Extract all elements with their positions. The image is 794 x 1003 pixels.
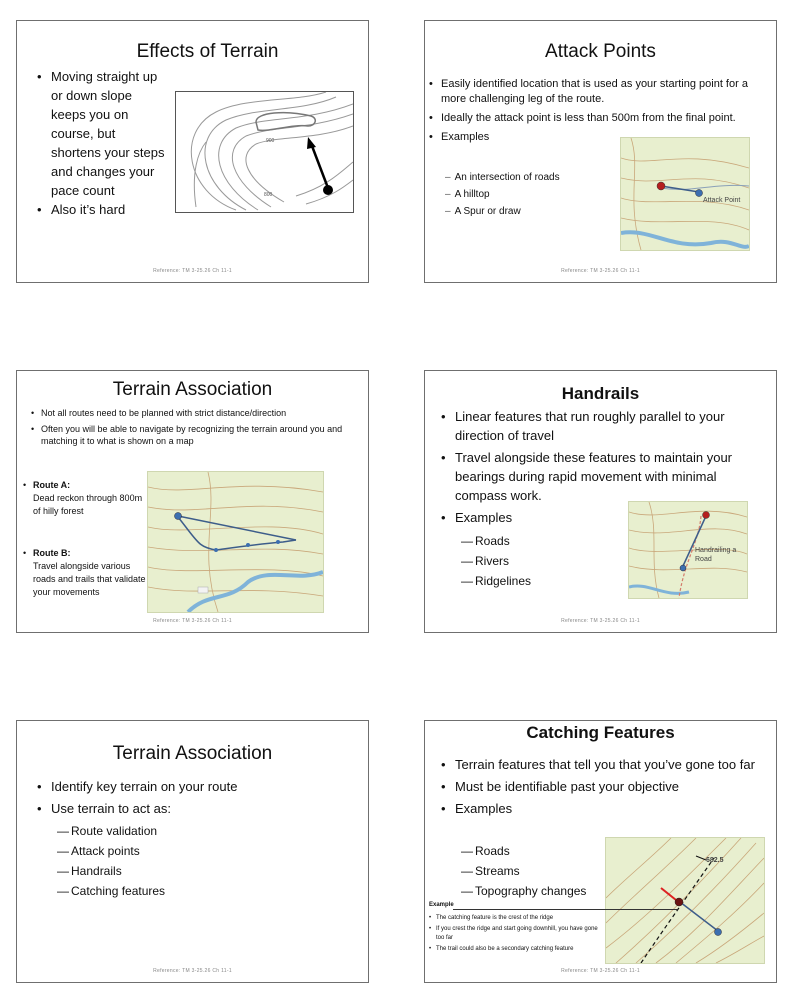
slide-handrails (424, 370, 777, 633)
sub-item: – A hilltop (445, 186, 560, 203)
topo-map-graphic (148, 472, 323, 612)
slide-effects-of-terrain (16, 20, 369, 283)
bullet-item: • Must be identifiable past your objective (439, 777, 759, 796)
slide-title: Catching Features (526, 723, 675, 742)
sub-item: — Roads (461, 841, 586, 861)
topo-map (620, 137, 750, 251)
sub-item: — Catching features (57, 881, 165, 901)
slide-terrain-association-uses (16, 720, 369, 983)
sub-item: — Roads (461, 531, 531, 551)
sub-item: — Streams (461, 861, 586, 881)
route-a-block: • Route A: Dead reckon through 800m of hilly forest (23, 480, 143, 516)
example-list (427, 914, 603, 954)
slide-title: Terrain Association (112, 379, 273, 400)
bullet-item: • Linear features that run roughly parallel to your direction of travel (439, 407, 759, 445)
bullet-item: • Not all routes need to be planned with strict distance/direction (31, 407, 351, 419)
contour-label: 800 (264, 192, 273, 198)
contour-label: 900 (266, 138, 275, 144)
bullet-list (35, 67, 165, 219)
sub-list (445, 169, 560, 220)
bullet-item: • Travel alongside these features to maintain your bearings during rapid movement with minimal compass work. (439, 448, 759, 505)
topo-map (628, 501, 748, 599)
route-b-block: • Route B: Travel alongside various roads and trails that validate your movements (23, 548, 146, 597)
bullet-list (35, 777, 335, 818)
bullet-item: • Identify key terrain on your route (35, 777, 335, 796)
example-item: • If you crest the ridge and start going downhill, you have gone too far (427, 925, 603, 943)
bullet-item: • Also it’s hard (35, 200, 165, 219)
sub-item: — Attack points (57, 841, 165, 861)
map-label: 682.5 (706, 857, 724, 864)
sub-item: — Route validation (57, 821, 165, 841)
contour-diagram (175, 91, 354, 213)
sub-item: – An intersection of roads (445, 169, 560, 186)
bullet-list (439, 755, 759, 818)
slide-reference: Reference: TM 3-25.26 Ch 11-1 (153, 968, 232, 974)
sub-list (461, 531, 531, 591)
slide-reference: Reference: TM 3-25.26 Ch 11-1 (153, 618, 232, 624)
sub-item: — Ridgelines (461, 571, 531, 591)
slide-reference: Reference: TM 3-25.26 Ch 11-1 (561, 968, 640, 974)
topo-map-graphic (621, 138, 749, 250)
example-pointer-line (565, 909, 677, 910)
sub-item: — Handrails (57, 861, 165, 881)
slide-title: Effects of Terrain (136, 41, 279, 62)
sub-list (461, 841, 586, 901)
bullet-list (31, 407, 351, 447)
slide-attack-points (424, 20, 777, 283)
slide-title: Terrain Association (112, 743, 273, 764)
slide-reference: Reference: TM 3-25.26 Ch 11-1 (153, 268, 232, 274)
bullet-item: • Terrain features that tell you that you’ve gone too far (439, 755, 759, 774)
topo-map-graphic (606, 838, 764, 963)
slide-terrain-association-routes (16, 370, 369, 633)
bullet-item: • Examples (439, 799, 759, 818)
topo-map (605, 837, 765, 964)
sub-item: – A Spur or draw (445, 203, 560, 220)
slide-title: Attack Points (545, 41, 656, 62)
map-label: Attack Point (703, 197, 741, 204)
example-item: • The trail could also be a secondary catching feature (427, 945, 603, 954)
route-a-text: Dead reckon through 800m of hilly forest (33, 493, 143, 516)
contour-lines (176, 92, 353, 212)
bullet-item: • Ideally the attack point is less than 500m from the final point. (429, 111, 769, 126)
slide-reference: Reference: TM 3-25.26 Ch 11-1 (561, 268, 640, 274)
slide-title: Handrails (561, 384, 640, 403)
example-label: Example (429, 902, 454, 908)
route-a-heading: Route A: (33, 480, 71, 490)
example-item: • The catching feature is the crest of the ridge (427, 914, 603, 923)
slide-catching-features (424, 720, 777, 983)
bullet-item: • Examples (439, 508, 759, 527)
map-label: Handrailing a Road (695, 547, 737, 563)
route-b-text: Travel alongside various roads and trails that validate your movements (33, 561, 146, 597)
slide-reference: Reference: TM 3-25.26 Ch 11-1 (561, 618, 640, 624)
topo-map (147, 471, 324, 613)
sub-item: — Rivers (461, 551, 531, 571)
bullet-list (429, 77, 769, 145)
bullet-item: • Use terrain to act as: (35, 799, 335, 818)
bullet-item: • Often you will be able to navigate by recognizing the terrain around you and matching it to what is shown on a map (31, 423, 351, 447)
bullet-item: • Examples (429, 130, 769, 145)
route-b-heading: Route B: (33, 548, 71, 558)
sub-item: — Topography changes (461, 881, 586, 901)
bullet-item: • Easily identified location that is used as your starting point for a more challenging leg of the route. (429, 77, 769, 107)
bullet-item: • Moving straight up or down slope keeps you on course, but shortens your steps and changes your pace count (35, 67, 165, 200)
sub-list (57, 821, 165, 901)
